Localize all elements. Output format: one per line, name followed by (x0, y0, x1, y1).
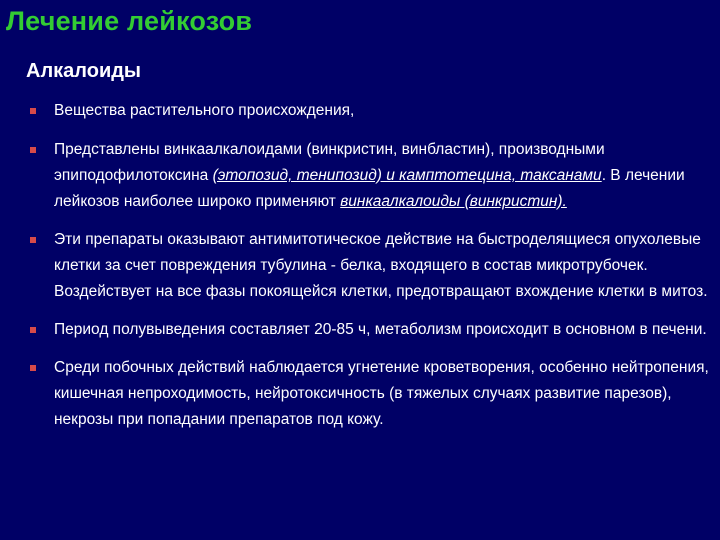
bullet-underlined-text: винкаалкалоиды (винкристин). (340, 193, 567, 210)
bullet-item (24, 98, 714, 124)
bullet-square-icon (30, 237, 36, 243)
bullet-square-icon (30, 327, 36, 333)
bullet-text: Эти препараты оказывают антимитотическое действие на быстроделящиеся опухолевые клетки за счет повреждения тубулина - белка, входящего в состав микротрубочек. Воздействует на все фазы покоящейся клетки, предотвращают вхождение клетки в митоз. (54, 231, 708, 300)
bullet-text: Период полувыведения составляет 20-85 ч, метаболизм происходит в основном в печени. (54, 321, 707, 338)
slide-subtitle: Алкалоиды (26, 60, 142, 82)
slide-title: Лечение лейкозов (6, 6, 253, 36)
bullet-text: Среди побочных действий наблюдается угнетение кроветворения, особенно нейтропения, кишечная непроходимость, нейротоксичность (в тяжелых случаях развитие парезов), некрозы при попадании препаратов под кожу. (54, 359, 709, 428)
bullet-square-icon (30, 108, 36, 114)
bullet-underlined-text: (этопозид, тенипозид) и камптотецина, таксанами (212, 167, 602, 184)
bullet-text-part: Представлены винкаалкалоидами (винкристин, винбластин), производными эпиподофилотоксина (54, 141, 605, 184)
bullet-item (24, 355, 714, 433)
bullet-square-icon (30, 147, 36, 153)
bullet-list (24, 98, 714, 445)
bullet-text: Вещества растительного происхождения, (54, 102, 355, 119)
bullet-item (24, 317, 714, 343)
bullet-square-icon (30, 365, 36, 371)
bullet-item (24, 137, 714, 215)
bullet-text-part: . В лечении лейкозов наиболее широко применяют (54, 167, 685, 210)
bullet-item (24, 227, 714, 305)
